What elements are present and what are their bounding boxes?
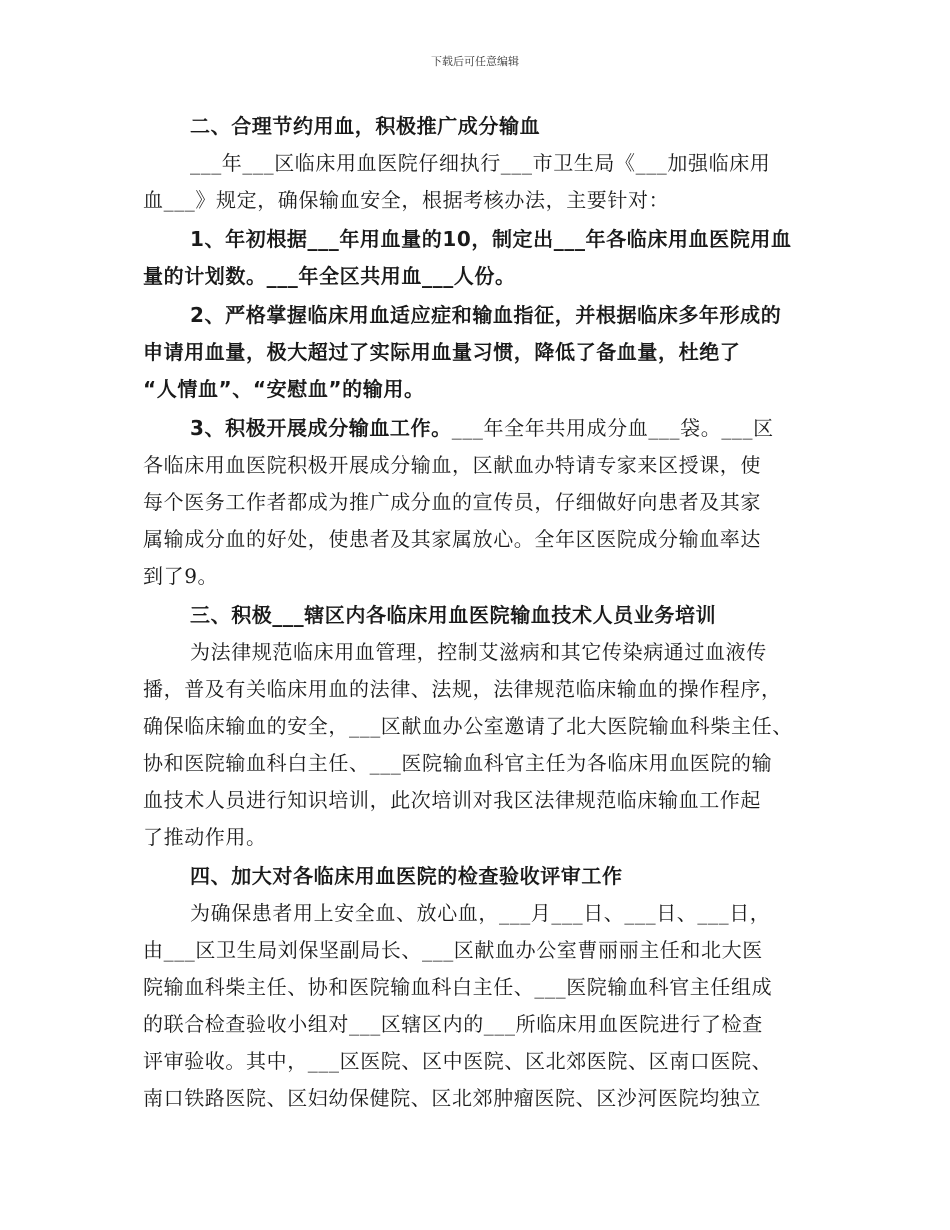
paragraph-line: 为法律规范临床用血管理，控制艾滋病和其它传染病通过血液传 bbox=[190, 640, 767, 664]
paragraph-line: 评审验收。其中，___区医院、区中医院、区北郊医院、区南口医院、 bbox=[143, 1049, 773, 1073]
paragraph-line bbox=[143, 410, 809, 447]
paragraph-line: 的联合检查验收小组对___区辖区内的___所临床用血医院进行了检查 bbox=[143, 1012, 763, 1036]
heading-line: 2、严格掌握临床用血适应症和输血指征，并根据临床多年形成的 bbox=[190, 303, 782, 327]
paragraph-line: 由___区卫生局刘保坚副局长、___区献血办公室曹丽丽主任和北大医 bbox=[143, 938, 763, 962]
heading-line: 三、积极___辖区内各临床用血医院输血技术人员业务培训 bbox=[190, 603, 717, 627]
paragraph-line: 到了9。 bbox=[143, 564, 219, 588]
paragraph-line: 播，普及有关临床用血的法律、法规，法律规范临床输血的操作程序， bbox=[143, 677, 782, 701]
paragraph-line: 血技术人员进行知识培训，此次培训对我区法律规范临床输血工作起 bbox=[143, 788, 761, 812]
heading-line: “人情血”、“安慰血”的输用。 bbox=[143, 377, 425, 401]
heading-line: 二、合理节约用血，积极推广成分输血 bbox=[190, 114, 541, 138]
heading-line: 量的计划数。___年全区共用血___人份。 bbox=[143, 264, 516, 288]
paragraph-line: 协和医院输血科白主任、___医院输血科官主任为各临床用血医院的输 bbox=[143, 751, 773, 775]
heading-line: 申请用血量，极大超过了实际用血量习惯，降低了备血量，杜绝了 bbox=[143, 340, 741, 364]
paragraph-line: 血___》规定，确保输血安全，根据考核办法，主要针对： bbox=[143, 188, 670, 212]
line-rest: ___年全年共用成分血___袋。___区 bbox=[451, 416, 774, 440]
paragraph-line: ___年___区临床用血医院仔细执行___市卫生局《___加强临床用 bbox=[190, 151, 771, 175]
paragraph-line: 属输成分血的好处，使患者及其家属放心。全年区医院成分输血率达 bbox=[143, 527, 761, 551]
heading-line: 四、加大对各临床用血医院的检查验收评审工作 bbox=[190, 864, 623, 888]
paragraph-line: 各临床用血医院积极开展成分输血，区献血办特请专家来区授课，使 bbox=[143, 453, 761, 477]
page-header: 下载后可任意编辑 bbox=[431, 55, 519, 68]
paragraph-line: 院输血科柴主任、协和医院输血科白主任、___医院输血科官主任组成 bbox=[143, 975, 773, 999]
heading-line: 1、年初根据___年用血量的10，制定出___年各临床用血医院用血 bbox=[190, 227, 792, 251]
paragraph-line: 了推动作用。 bbox=[143, 825, 267, 849]
paragraph-line: 确保临床输血的安全，___区献血办公室邀请了北大医院输血科柴主任、 bbox=[143, 714, 793, 738]
paragraph-line: 每个医务工作者都成为推广成分血的宣传员，仔细做好向患者及其家 bbox=[143, 490, 761, 514]
paragraph-line: 南口铁路医院、区妇幼保健院、区北郊肿瘤医院、区沙河医院均独立 bbox=[143, 1086, 761, 1110]
document-body bbox=[143, 108, 809, 1117]
bold-lead: 3、积极开展成分输血工作。 bbox=[190, 416, 452, 440]
paragraph-line: 为确保患者用上安全血、放心血，___月___日、___日、___日， bbox=[190, 901, 771, 925]
